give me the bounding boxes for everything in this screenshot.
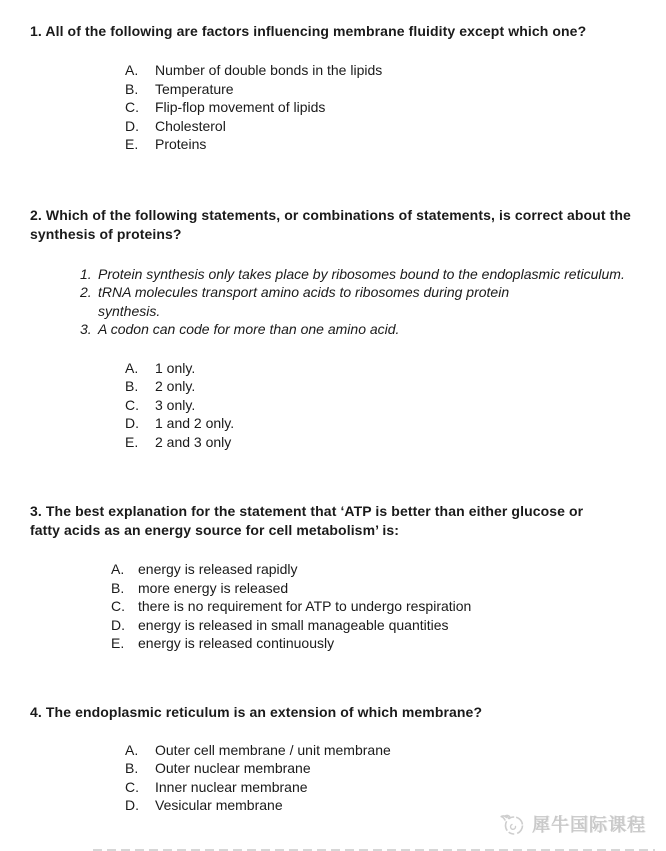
option-letter: E. bbox=[125, 433, 139, 450]
question-2-statements bbox=[80, 265, 638, 339]
question-number: 2. bbox=[30, 206, 42, 223]
question-text: All of the following are factors influencing membrane fluidity except which one? bbox=[45, 23, 587, 39]
question-text: Which of the following statements, or combinations of statements, is correct about the synthesis of proteins? bbox=[30, 206, 631, 242]
question-1-heading bbox=[30, 22, 636, 41]
option-row bbox=[125, 359, 638, 378]
option-letter: A. bbox=[125, 359, 139, 376]
question-3 bbox=[30, 502, 638, 653]
option-letter: D. bbox=[125, 117, 139, 134]
option-row bbox=[125, 414, 638, 433]
option-letter: B. bbox=[111, 579, 125, 596]
option-text: Outer cell membrane / unit membrane bbox=[155, 741, 391, 758]
question-number: 1. bbox=[30, 23, 42, 39]
option-letter: A. bbox=[125, 741, 139, 758]
question-1-options bbox=[125, 61, 638, 154]
question-number: 3. bbox=[30, 503, 42, 519]
question-3-heading bbox=[30, 502, 590, 540]
option-letter: C. bbox=[111, 598, 125, 614]
option-text: Flip-flop movement of lipids bbox=[155, 99, 326, 115]
option-text: energy is released continuously bbox=[138, 635, 335, 651]
option-letter: A. bbox=[111, 561, 125, 577]
option-text: 3 only. bbox=[155, 396, 196, 413]
question-text: The best explanation for the statement that ‘ATP is better than either glucose or fatty acids as an energy source for cell metabolism’ is: bbox=[30, 503, 584, 538]
option-row bbox=[111, 579, 638, 598]
question-2-options bbox=[125, 359, 638, 452]
statement-text: Protein synthesis only takes place by ribosomes bound to the endoplasmic reticulum. bbox=[98, 265, 625, 282]
watermark bbox=[500, 811, 646, 837]
option-row bbox=[125, 759, 638, 778]
option-letter: B. bbox=[125, 760, 139, 776]
option-text: Outer nuclear membrane bbox=[155, 760, 311, 776]
option-row bbox=[111, 597, 638, 616]
statement-text: A codon can code for more than one amino acid. bbox=[98, 321, 400, 337]
option-letter: C. bbox=[125, 778, 139, 795]
question-1 bbox=[30, 22, 638, 154]
question-2 bbox=[30, 206, 638, 452]
option-row bbox=[111, 560, 638, 579]
question-number: 4. bbox=[30, 703, 42, 720]
option-row bbox=[125, 396, 638, 415]
option-row bbox=[125, 778, 638, 797]
option-text: 1 and 2 only. bbox=[155, 415, 235, 431]
option-letter: C. bbox=[125, 396, 139, 413]
option-letter: B. bbox=[125, 378, 139, 394]
option-text: energy is released in small manageable quantities bbox=[138, 616, 449, 633]
option-text: 2 only. bbox=[155, 378, 196, 394]
question-4-options bbox=[125, 741, 638, 815]
option-letter: C. bbox=[125, 99, 139, 115]
option-text: Inner nuclear membrane bbox=[155, 778, 308, 795]
option-letter: D. bbox=[111, 616, 125, 633]
option-row bbox=[111, 634, 638, 653]
option-text: more energy is released bbox=[138, 579, 289, 596]
option-row bbox=[111, 616, 638, 635]
option-row bbox=[125, 135, 638, 154]
option-text: 2 and 3 only bbox=[155, 433, 232, 450]
option-row bbox=[125, 80, 638, 99]
rhino-logo-icon bbox=[500, 812, 526, 836]
option-row bbox=[125, 61, 638, 80]
question-4-heading bbox=[30, 703, 636, 722]
option-text: 1 only. bbox=[155, 359, 196, 376]
option-row bbox=[125, 117, 638, 136]
option-row bbox=[125, 377, 638, 396]
statement-row bbox=[80, 265, 638, 284]
option-text: Number of double bonds in the lipids bbox=[155, 62, 383, 78]
statement-number: 1. bbox=[80, 265, 92, 282]
option-row bbox=[125, 741, 638, 760]
option-row bbox=[125, 433, 638, 452]
question-3-options bbox=[111, 560, 638, 653]
option-letter: D. bbox=[125, 415, 139, 431]
question-text: The endoplasmic reticulum is an extension of which membrane? bbox=[45, 703, 483, 720]
statement-row bbox=[80, 283, 638, 320]
statement-row bbox=[80, 320, 638, 339]
option-text: energy is released rapidly bbox=[138, 561, 298, 577]
watermark-text: 犀牛国际课程 bbox=[532, 815, 646, 835]
option-letter: E. bbox=[125, 136, 139, 152]
option-text: there is no requirement for ATP to undergo respiration bbox=[138, 598, 472, 614]
option-text: Vesicular membrane bbox=[155, 797, 283, 813]
option-letter: B. bbox=[125, 80, 139, 97]
statement-number: 3. bbox=[80, 321, 92, 337]
option-letter: E. bbox=[111, 635, 125, 651]
option-text: Proteins bbox=[155, 136, 207, 152]
question-4 bbox=[30, 703, 638, 815]
option-row bbox=[125, 98, 638, 117]
statement-text: tRNA molecules transport amino acids to ribosomes during protein synthesis. bbox=[98, 284, 510, 319]
option-text: Cholesterol bbox=[155, 117, 226, 134]
option-letter: D. bbox=[125, 797, 139, 813]
option-letter: A. bbox=[125, 62, 139, 78]
question-2-heading bbox=[30, 206, 636, 244]
statement-number: 2. bbox=[80, 284, 92, 300]
option-text: Temperature bbox=[155, 80, 234, 97]
